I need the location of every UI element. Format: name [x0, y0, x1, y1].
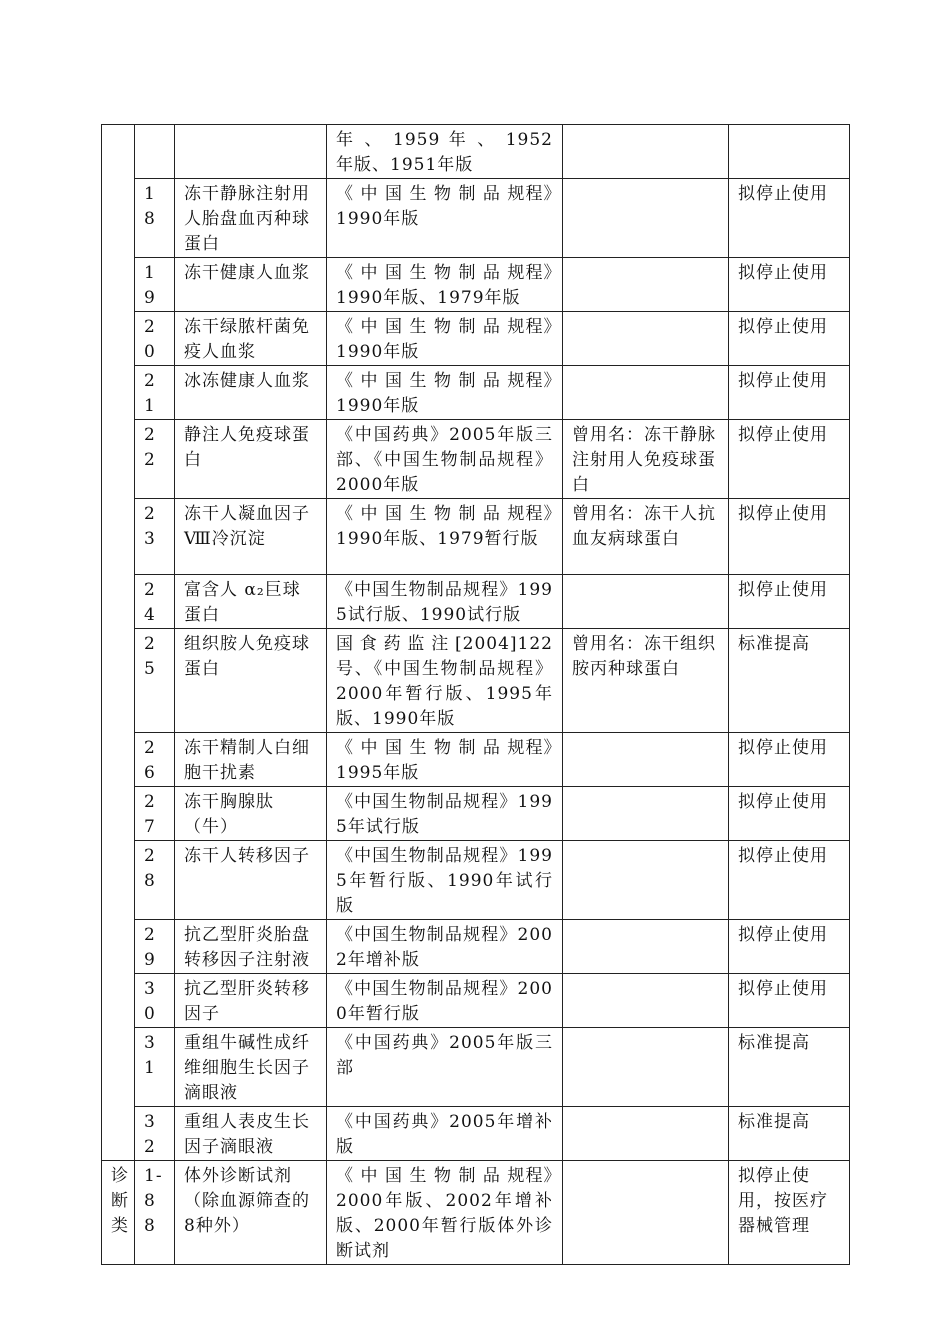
- number-cell: 30: [135, 974, 175, 1028]
- table-row: [102, 920, 850, 974]
- action-cell: 标准提高: [729, 629, 850, 733]
- standard-cell: 《中国生物制品规程》1995年试行版: [327, 787, 563, 841]
- number-cell: 23: [135, 499, 175, 575]
- note-cell: [563, 920, 729, 974]
- product-name-cell: 冻干精制人白细胞干扰素: [175, 733, 327, 787]
- table-row: [102, 420, 850, 499]
- table-row: [102, 258, 850, 312]
- standard-cell: 《中国药典》2005年版三部、《中国生物制品规程》2000年版: [327, 420, 563, 499]
- table-row: [102, 179, 850, 258]
- product-name-cell: [175, 125, 327, 179]
- number-cell: 18: [135, 179, 175, 258]
- table-row: [102, 125, 850, 179]
- product-name-cell: 冰冻健康人血浆: [175, 366, 327, 420]
- note-cell: [563, 974, 729, 1028]
- number-cell: 29: [135, 920, 175, 974]
- table-row: [102, 841, 850, 920]
- product-name-cell: 冻干绿脓杆菌免疫人血浆: [175, 312, 327, 366]
- table-row: [102, 787, 850, 841]
- product-name-cell: 冻干健康人血浆: [175, 258, 327, 312]
- standard-cell: 国食药监注[2004]122号、《中国生物制品规程》2000年暂行版、1995年版、1990年版: [327, 629, 563, 733]
- note-cell: [563, 841, 729, 920]
- action-cell: 拟停止使用: [729, 312, 850, 366]
- product-name-cell: 冻干人凝血因子Ⅷ冷沉淀: [175, 499, 327, 575]
- standard-cell: 《中国生物制品规程》1995年暂行版、1990年试行版: [327, 841, 563, 920]
- standard-cell: 《中国药典》2005年增补版: [327, 1107, 563, 1161]
- action-cell: 拟停止使用，按医疗器械管理: [729, 1161, 850, 1265]
- note-cell: [563, 1028, 729, 1107]
- product-name-cell: 组织胺人免疫球蛋白: [175, 629, 327, 733]
- product-name-cell: 富含人 α₂巨球蛋白: [175, 575, 327, 629]
- note-cell: [563, 125, 729, 179]
- product-name-cell: 冻干人转移因子: [175, 841, 327, 920]
- action-cell: 拟停止使用: [729, 974, 850, 1028]
- category-cell: [102, 125, 135, 1161]
- action-cell: 拟停止使用: [729, 733, 850, 787]
- product-name-cell: 重组人表皮生长因子滴眼液: [175, 1107, 327, 1161]
- standard-cell: 《 中 国 生 物 制 品 规程》1995年版: [327, 733, 563, 787]
- standard-cell: 《 中 国 生 物 制 品 规程》1990年版、1979暂行版: [327, 499, 563, 575]
- number-cell: 24: [135, 575, 175, 629]
- table-row: [102, 1161, 850, 1265]
- note-cell: [563, 258, 729, 312]
- drug-standard-table: [101, 124, 850, 1265]
- table-row: [102, 312, 850, 366]
- number-cell: 32: [135, 1107, 175, 1161]
- note-cell: 曾用名：冻干静脉注射用人免疫球蛋白: [563, 420, 729, 499]
- note-cell: [563, 733, 729, 787]
- action-cell: 拟停止使用: [729, 420, 850, 499]
- action-cell: 拟停止使用: [729, 787, 850, 841]
- standard-cell: 年 、 1959 年 、 1952 年版、1951年版: [327, 125, 563, 179]
- product-name-cell: 重组牛碱性成纤维细胞生长因子滴眼液: [175, 1028, 327, 1107]
- table-row: [102, 575, 850, 629]
- table-row: [102, 974, 850, 1028]
- note-cell: [563, 312, 729, 366]
- note-cell: [563, 787, 729, 841]
- action-cell: 拟停止使用: [729, 841, 850, 920]
- product-name-cell: 冻干静脉注射用人胎盘血丙种球蛋白: [175, 179, 327, 258]
- standard-cell: 《 中 国 生 物 制 品 规程》1990年版、1979年版: [327, 258, 563, 312]
- number-cell: 26: [135, 733, 175, 787]
- standard-cell: 《中国生物制品规程》2000年暂行版: [327, 974, 563, 1028]
- note-cell: [563, 1107, 729, 1161]
- action-cell: 拟停止使用: [729, 499, 850, 575]
- number-cell: 22: [135, 420, 175, 499]
- action-cell: 拟停止使用: [729, 366, 850, 420]
- number-cell: [135, 125, 175, 179]
- table-row: [102, 499, 850, 575]
- number-cell: 28: [135, 841, 175, 920]
- standard-cell: 《中国药典》2005年版三部: [327, 1028, 563, 1107]
- note-cell: [563, 1161, 729, 1265]
- table-row: [102, 1107, 850, 1161]
- action-cell: 标准提高: [729, 1028, 850, 1107]
- number-cell: 20: [135, 312, 175, 366]
- action-cell: 标准提高: [729, 1107, 850, 1161]
- standard-cell: 《中国生物制品规程》2002年增补版: [327, 920, 563, 974]
- note-cell: 曾用名：冻干人抗血友病球蛋白: [563, 499, 729, 575]
- standard-cell: 《 中 国 生 物 制 品 规程》2000年版、2002年增补版、2000年暂行版体外诊断试剂: [327, 1161, 563, 1265]
- number-cell: 19: [135, 258, 175, 312]
- number-cell: 25: [135, 629, 175, 733]
- number-cell: 21: [135, 366, 175, 420]
- product-name-cell: 体外诊断试剂（除血源筛查的8种外）: [175, 1161, 327, 1265]
- standard-cell: 《中国生物制品规程》1995试行版、1990试行版: [327, 575, 563, 629]
- number-cell: 1-88: [135, 1161, 175, 1265]
- category-cell: 诊断类: [102, 1161, 135, 1265]
- action-cell: [729, 125, 850, 179]
- standard-cell: 《 中 国 生 物 制 品 规程》1990年版: [327, 366, 563, 420]
- table-row: [102, 733, 850, 787]
- product-name-cell: 抗乙型肝炎转移因子: [175, 974, 327, 1028]
- note-cell: 曾用名：冻干组织胺丙种球蛋白: [563, 629, 729, 733]
- number-cell: 27: [135, 787, 175, 841]
- note-cell: [563, 575, 729, 629]
- standard-cell: 《 中 国 生 物 制 品 规程》1990年版: [327, 312, 563, 366]
- table-row: [102, 629, 850, 733]
- product-name-cell: 抗乙型肝炎胎盘转移因子注射液: [175, 920, 327, 974]
- table-row: [102, 1028, 850, 1107]
- table-row: [102, 366, 850, 420]
- product-name-cell: 静注人免疫球蛋白: [175, 420, 327, 499]
- action-cell: 拟停止使用: [729, 920, 850, 974]
- standard-cell: 《 中 国 生 物 制 品 规程》1990年版: [327, 179, 563, 258]
- action-cell: 拟停止使用: [729, 575, 850, 629]
- action-cell: 拟停止使用: [729, 179, 850, 258]
- note-cell: [563, 179, 729, 258]
- note-cell: [563, 366, 729, 420]
- number-cell: 31: [135, 1028, 175, 1107]
- action-cell: 拟停止使用: [729, 258, 850, 312]
- product-name-cell: 冻干胸腺肽（牛）: [175, 787, 327, 841]
